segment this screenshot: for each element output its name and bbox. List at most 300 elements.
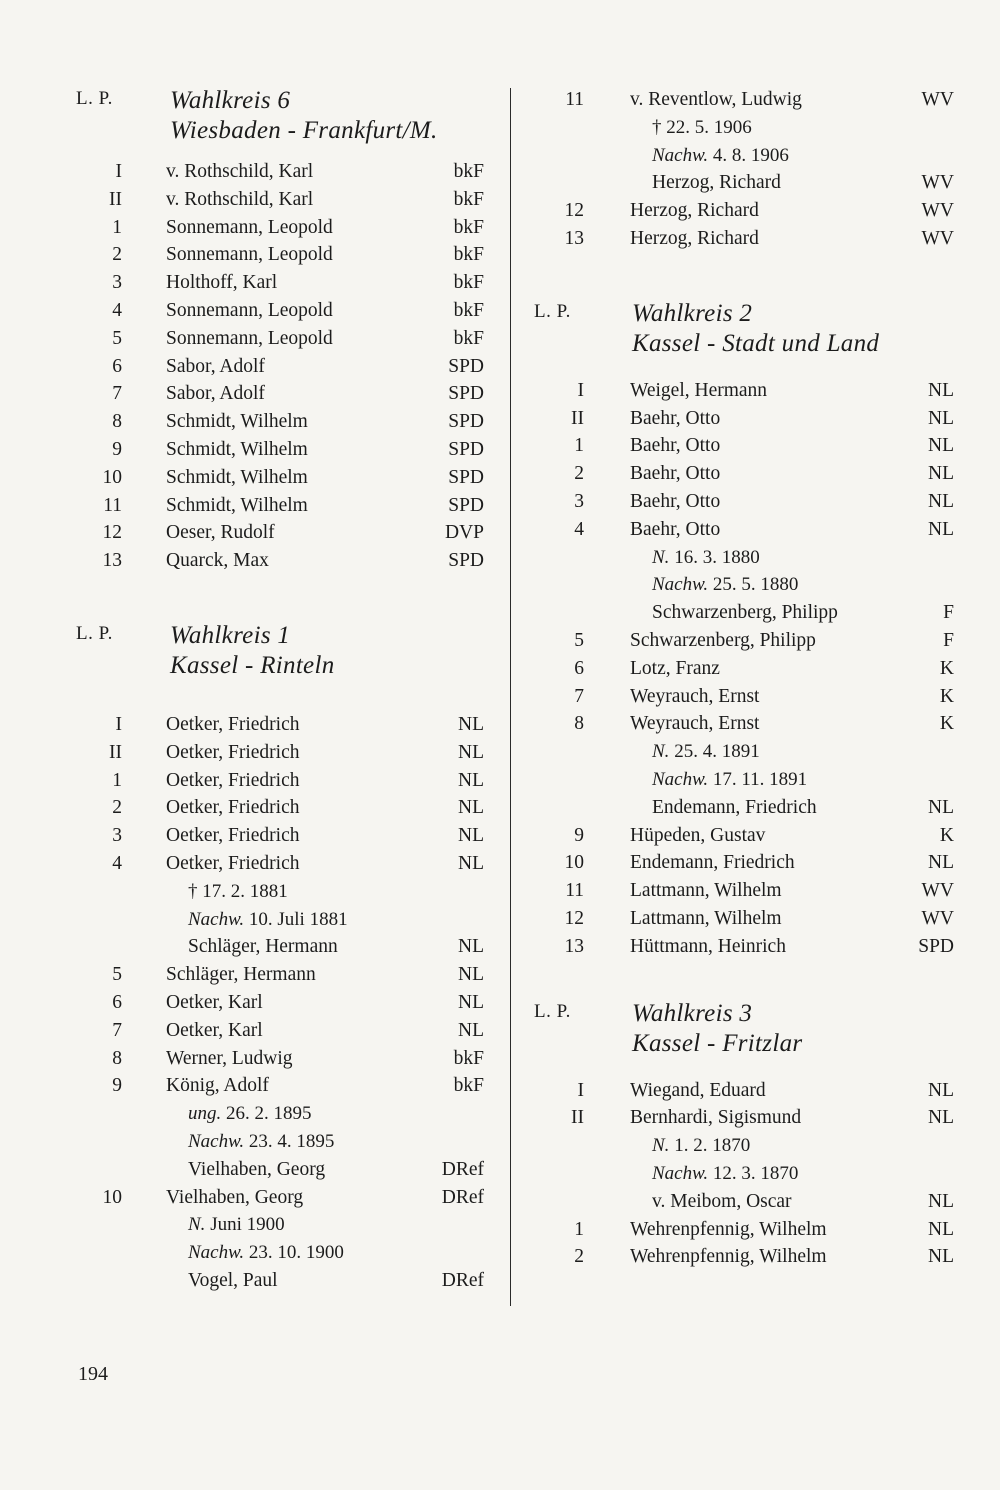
member-row <box>76 794 486 822</box>
note-label: N. <box>188 1214 206 1236</box>
period-number: 10 <box>564 852 584 874</box>
constituency-name: Wahlkreis 3 <box>632 999 753 1027</box>
entry-text: Sabor, Adolf <box>166 383 265 405</box>
member-row <box>76 739 486 767</box>
member-name <box>630 86 802 114</box>
party-abbrev: NL <box>458 964 484 986</box>
member-row <box>534 905 954 933</box>
party-abbrev: NL <box>458 825 484 847</box>
party-abbrev: SPD <box>448 355 484 377</box>
member-row <box>534 432 954 460</box>
member-name <box>652 544 760 572</box>
entry-text: Baehr, Otto <box>630 407 721 429</box>
member-row <box>76 158 486 186</box>
note-row <box>76 1128 486 1156</box>
entry-text: † 17. 2. 1881 <box>188 880 288 902</box>
member-name <box>630 822 765 850</box>
note-row <box>76 933 486 961</box>
party-abbrev: NL <box>928 379 954 401</box>
member-row <box>76 1045 486 1073</box>
party-abbrev: K <box>939 657 954 679</box>
member-name <box>652 1160 798 1188</box>
member-name <box>188 878 288 906</box>
period-number: 13 <box>102 550 122 572</box>
member-name <box>630 197 759 225</box>
entry-text: Lattmann, Wilhelm <box>630 907 782 929</box>
entry-text: Oetker, Friedrich <box>166 713 300 735</box>
constituency-region: Wiesbaden - Frankfurt/M. <box>170 117 438 144</box>
entry-text: Holthoff, Karl <box>166 272 278 294</box>
member-name <box>652 571 798 599</box>
constituency-name: Wahlkreis 1 <box>170 621 291 649</box>
period-number: 7 <box>574 685 584 707</box>
entry-text: Oeser, Rudolf <box>166 522 275 544</box>
entry-text: Lotz, Franz <box>630 657 720 679</box>
entry-text: Endemann, Friedrich <box>630 852 795 874</box>
member-name <box>652 794 817 822</box>
member-row <box>534 627 954 655</box>
party-abbrev: NL <box>928 518 954 540</box>
entry-text: 4. 8. 1906 <box>708 144 789 166</box>
period-number: 11 <box>565 880 584 902</box>
member-name <box>166 353 265 381</box>
member-row <box>534 405 954 433</box>
entry-text: Oetker, Friedrich <box>166 797 300 819</box>
legislative-period-label: L. P. <box>76 88 113 109</box>
member-name <box>166 1072 269 1100</box>
member-name <box>630 710 759 738</box>
entry-text: Herzog, Richard <box>652 172 781 194</box>
member-row <box>76 711 486 739</box>
party-abbrev: NL <box>928 407 954 429</box>
entry-text: Baehr, Otto <box>630 463 721 485</box>
period-number: 13 <box>564 935 584 957</box>
entry-text: König, Adolf <box>166 1075 269 1097</box>
party-abbrev: NL <box>928 463 954 485</box>
note-label: Nachw. <box>652 768 709 790</box>
member-name <box>166 961 316 989</box>
member-row <box>534 1077 954 1105</box>
legislative-period-label: L. P. <box>76 622 113 644</box>
party-abbrev: NL <box>928 1107 954 1129</box>
member-row <box>534 225 954 253</box>
member-row <box>534 849 954 877</box>
entry-text: Schwarzenberg, Philipp <box>630 629 816 651</box>
member-name <box>188 933 338 961</box>
section-spacer <box>76 575 486 621</box>
entry-text: Oetker, Karl <box>166 991 263 1013</box>
party-abbrev: NL <box>458 769 484 791</box>
section-header <box>76 621 486 711</box>
entry-text: Oetker, Friedrich <box>166 741 300 763</box>
party-abbrev: WV <box>921 200 954 222</box>
party-abbrev: WV <box>921 907 954 929</box>
member-name <box>166 464 308 492</box>
period-number: 4 <box>112 299 122 321</box>
note-row <box>534 544 954 572</box>
party-abbrev: K <box>939 713 954 735</box>
entry-text: v. Rothschild, Karl <box>166 188 314 210</box>
entry-text: Oetker, Karl <box>166 1019 263 1041</box>
note-row <box>534 114 954 142</box>
entry-text: Weyrauch, Ernst <box>630 713 760 735</box>
entry-text: Sonnemann, Leopold <box>166 299 333 321</box>
note-row <box>534 1188 954 1216</box>
entry-text: Vogel, Paul <box>188 1269 278 1291</box>
member-name <box>630 877 782 905</box>
period-number: 8 <box>574 713 584 735</box>
period-number: 9 <box>112 1075 122 1097</box>
member-name <box>630 1077 766 1105</box>
entry-text: Schläger, Hermann <box>188 936 338 958</box>
period-number: 7 <box>112 1019 122 1041</box>
legislative-period-label: L. P. <box>534 1000 571 1022</box>
member-name <box>630 488 720 516</box>
member-row <box>534 933 954 961</box>
entry-text: Sonnemann, Leopold <box>166 327 333 349</box>
member-name <box>630 627 816 655</box>
member-name <box>630 405 720 433</box>
period-number: I <box>577 379 584 401</box>
note-row <box>76 1211 486 1239</box>
member-name <box>188 1211 285 1239</box>
constituency-title <box>632 999 802 1059</box>
constituency-region: Kassel - Fritzlar <box>632 1029 803 1057</box>
constituency-name: Wahlkreis 2 <box>632 299 753 327</box>
entry-text: Schmidt, Wilhelm <box>166 411 308 433</box>
period-number: 3 <box>112 272 122 294</box>
member-row <box>534 683 954 711</box>
member-name <box>166 989 263 1017</box>
member-name <box>652 1188 792 1216</box>
member-name <box>652 169 781 197</box>
member-row <box>76 767 486 795</box>
constituency-title <box>632 299 879 359</box>
period-number: 4 <box>574 518 584 540</box>
entry-text: v. Meibom, Oscar <box>652 1190 792 1212</box>
entry-text: 16. 3. 1880 <box>669 546 760 568</box>
note-row <box>534 599 954 627</box>
member-row <box>534 86 954 114</box>
member-row <box>534 877 954 905</box>
note-row <box>76 1267 486 1295</box>
note-row <box>76 1100 486 1128</box>
party-abbrev: DRef <box>441 1186 484 1208</box>
party-abbrev: bkF <box>453 1075 484 1097</box>
period-number: 8 <box>112 411 122 433</box>
period-number: 11 <box>103 494 122 516</box>
member-name <box>188 906 348 934</box>
member-name <box>188 1128 334 1156</box>
party-abbrev: SPD <box>448 494 484 516</box>
member-name <box>630 933 786 961</box>
period-number: 12 <box>564 907 584 929</box>
party-abbrev: DRef <box>441 1158 484 1180</box>
section-spacer <box>534 253 954 299</box>
member-row <box>76 297 486 325</box>
period-number: I <box>115 161 122 182</box>
party-abbrev: SPD <box>448 438 484 460</box>
entry-text: Hüttmann, Heinrich <box>630 935 786 957</box>
member-row <box>76 989 486 1017</box>
member-name <box>188 1239 344 1267</box>
section-header <box>534 999 954 1077</box>
member-name <box>166 794 300 822</box>
period-number: II <box>571 407 584 429</box>
member-name <box>166 1017 263 1045</box>
entry-text: Lattmann, Wilhelm <box>630 880 782 902</box>
party-abbrev: NL <box>458 713 484 735</box>
entry-text: Wiegand, Eduard <box>630 1079 766 1101</box>
period-number: 2 <box>574 1246 584 1268</box>
entry-text: 12. 3. 1870 <box>708 1162 799 1184</box>
entry-text: 23. 10. 1900 <box>244 1242 344 1264</box>
party-abbrev: K <box>939 824 954 846</box>
entry-text: Sonnemann, Leopold <box>166 244 333 266</box>
party-abbrev: bkF <box>453 1047 484 1069</box>
member-row <box>534 460 954 488</box>
party-abbrev: NL <box>458 741 484 763</box>
period-number: I <box>577 1079 584 1101</box>
period-number: 5 <box>112 964 122 986</box>
note-row <box>534 1160 954 1188</box>
entry-text: 25. 5. 1880 <box>708 574 799 596</box>
party-abbrev: F <box>943 602 954 624</box>
constituency-section <box>76 575 486 1295</box>
entry-text: Quarck, Max <box>166 550 269 572</box>
member-row <box>76 850 486 878</box>
party-abbrev: NL <box>458 991 484 1013</box>
entry-text: v. Rothschild, Karl <box>166 161 314 182</box>
member-row <box>534 710 954 738</box>
entry-text: † 22. 5. 1906 <box>652 116 752 138</box>
member-name <box>630 225 759 253</box>
member-name <box>166 1045 293 1073</box>
member-row <box>534 1216 954 1244</box>
member-name <box>630 1243 827 1271</box>
member-name <box>652 766 807 794</box>
constituency-section <box>76 86 486 575</box>
left-column <box>76 86 486 1295</box>
party-abbrev: WV <box>921 89 954 110</box>
note-row <box>534 766 954 794</box>
party-abbrev: SPD <box>448 466 484 488</box>
note-label: N. <box>652 1135 670 1157</box>
member-row <box>76 325 486 353</box>
period-number: 3 <box>574 490 584 512</box>
period-number: 12 <box>102 522 122 544</box>
party-abbrev: NL <box>458 852 484 874</box>
party-abbrev: NL <box>458 797 484 819</box>
member-row <box>76 436 486 464</box>
period-number: 5 <box>574 629 584 651</box>
entry-text: Weyrauch, Ernst <box>630 685 760 707</box>
member-row <box>76 822 486 850</box>
member-row <box>76 353 486 381</box>
member-name <box>166 492 308 520</box>
period-number: 1 <box>112 769 122 791</box>
party-abbrev: F <box>943 629 954 651</box>
member-name <box>166 547 269 575</box>
member-name <box>630 377 767 405</box>
entry-text: 26. 2. 1895 <box>221 1103 312 1125</box>
entry-text: Wehrenpfennig, Wilhelm <box>630 1218 827 1240</box>
entry-text: Oetker, Friedrich <box>166 769 300 791</box>
right-column <box>534 86 954 1271</box>
member-row <box>76 186 486 214</box>
entry-text: Vielhaben, Georg <box>188 1158 326 1180</box>
member-name <box>630 432 720 460</box>
page-number: 194 <box>78 1363 108 1385</box>
section-header <box>76 86 486 158</box>
period-number: 11 <box>565 89 584 110</box>
member-name <box>166 739 300 767</box>
entry-text: Juni 1900 <box>205 1214 285 1236</box>
period-number: 7 <box>112 383 122 405</box>
period-number: 2 <box>112 797 122 819</box>
member-row <box>534 377 954 405</box>
member-name <box>166 214 333 242</box>
member-name <box>630 905 782 933</box>
party-abbrev: DRef <box>441 1269 484 1291</box>
member-row <box>534 488 954 516</box>
entry-text: 17. 11. 1891 <box>708 768 808 790</box>
member-row <box>534 516 954 544</box>
party-abbrev: NL <box>928 852 954 874</box>
party-abbrev: SPD <box>918 935 954 957</box>
member-name <box>630 516 720 544</box>
constituency-section <box>534 86 954 253</box>
note-label: Nachw. <box>652 1162 709 1184</box>
member-name <box>166 850 300 878</box>
member-name <box>188 1156 325 1184</box>
party-abbrev: NL <box>928 1218 954 1240</box>
member-name <box>652 114 752 142</box>
period-number: 1 <box>112 216 122 238</box>
period-number: 1 <box>574 435 584 457</box>
party-abbrev: bkF <box>453 244 484 266</box>
entry-text: Baehr, Otto <box>630 435 721 457</box>
member-name <box>630 460 720 488</box>
member-name <box>166 767 300 795</box>
member-name <box>630 1104 801 1132</box>
note-label: N. <box>652 741 670 763</box>
member-name <box>166 408 308 436</box>
note-row <box>534 1132 954 1160</box>
party-abbrev: NL <box>458 1019 484 1041</box>
period-number: 12 <box>564 200 584 222</box>
note-row <box>534 169 954 197</box>
party-abbrev: K <box>939 685 954 707</box>
member-name <box>166 519 275 547</box>
member-name <box>630 683 759 711</box>
period-number: 1 <box>574 1218 584 1240</box>
period-number: 6 <box>574 657 584 679</box>
constituency-section <box>534 961 954 1272</box>
period-number: II <box>571 1107 584 1129</box>
member-row <box>76 519 486 547</box>
party-abbrev: SPD <box>448 383 484 405</box>
member-row <box>76 961 486 989</box>
member-row <box>76 241 486 269</box>
member-name <box>166 186 313 214</box>
member-row <box>76 269 486 297</box>
party-abbrev: bkF <box>453 327 484 349</box>
member-name <box>166 158 313 186</box>
period-number: 6 <box>112 991 122 1013</box>
party-abbrev: WV <box>921 227 954 249</box>
member-name <box>166 1184 303 1212</box>
note-label: Nachw. <box>188 908 245 930</box>
note-row <box>76 1239 486 1267</box>
member-name <box>166 711 300 739</box>
note-row <box>76 1156 486 1184</box>
note-row <box>534 571 954 599</box>
entry-text: 1. 2. 1870 <box>669 1135 751 1157</box>
member-row <box>534 822 954 850</box>
entry-text: Schmidt, Wilhelm <box>166 438 308 460</box>
note-row <box>76 878 486 906</box>
member-name <box>630 1216 827 1244</box>
note-label: Nachw. <box>652 144 709 166</box>
member-row <box>76 547 486 575</box>
period-number: 9 <box>112 438 122 460</box>
member-row <box>534 1243 954 1271</box>
party-abbrev: NL <box>928 1190 954 1212</box>
member-name <box>188 1267 278 1295</box>
party-abbrev: bkF <box>453 188 484 210</box>
member-name <box>652 1132 750 1160</box>
entry-text: v. Reventlow, Ludwig <box>630 89 802 110</box>
entry-text: Oetker, Friedrich <box>166 825 300 847</box>
member-row <box>76 1017 486 1045</box>
entry-text: Baehr, Otto <box>630 490 721 512</box>
entry-text: Schmidt, Wilhelm <box>166 494 308 516</box>
entry-text: Weigel, Hermann <box>630 379 768 401</box>
entry-text: Schwarzenberg, Philipp <box>652 602 838 624</box>
constituency-region: Kassel - Rinteln <box>170 651 335 679</box>
member-name <box>166 269 277 297</box>
party-abbrev: WV <box>921 172 954 194</box>
member-name <box>630 655 720 683</box>
period-number: 6 <box>112 355 122 377</box>
entry-text: 10. Juli 1881 <box>244 908 348 930</box>
party-abbrev: NL <box>458 936 484 958</box>
member-row <box>534 655 954 683</box>
party-abbrev: DVP <box>444 522 484 544</box>
note-label: Nachw. <box>188 1242 245 1264</box>
member-row <box>76 380 486 408</box>
member-name <box>652 599 838 627</box>
period-number: 2 <box>574 463 584 485</box>
member-row <box>534 1104 954 1132</box>
party-abbrev: NL <box>928 1246 954 1268</box>
note-label: Nachw. <box>652 574 709 596</box>
constituency-title <box>170 86 438 146</box>
member-row <box>534 197 954 225</box>
member-row <box>76 1184 486 1212</box>
member-name <box>166 436 308 464</box>
member-row <box>76 1072 486 1100</box>
party-abbrev: bkF <box>453 299 484 321</box>
member-name <box>166 297 333 325</box>
period-number: 3 <box>112 825 122 847</box>
period-number: 4 <box>112 852 122 874</box>
constituency-title <box>170 621 335 681</box>
member-name <box>166 241 333 269</box>
entry-text: Herzog, Richard <box>630 227 759 249</box>
party-abbrev: SPD <box>448 411 484 433</box>
